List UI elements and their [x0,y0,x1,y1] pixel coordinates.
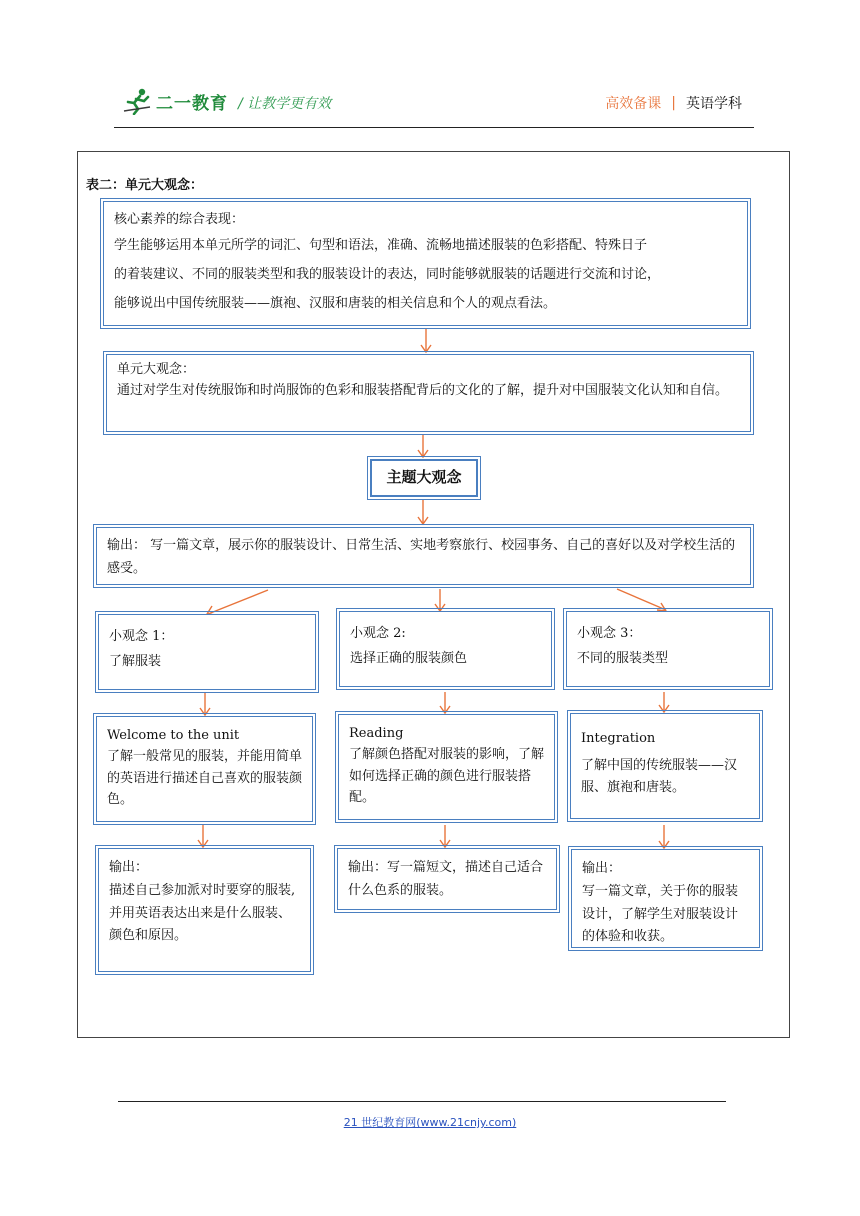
footer-divider [118,1101,726,1102]
logo-text: 二一教育 [156,93,228,114]
table-title: 表二：单元大观念： [86,178,204,193]
sub-concept-title: 小观念 3： [577,626,642,641]
subject-label: 英语学科 [686,96,742,112]
lesson-text: 了解中国的传统服装——汉服、旗袍和唐装。 [581,758,738,795]
sub-concept-text: 了解服装 [109,653,162,669]
unit-output-text: 输出： 写一篇文章，展示你的服装设计、日常生活、实地考察旅行、校园事务、自己的喜好以及对学校生活的感受。 [107,538,736,576]
core-literacy-line-3: 能够说出中国传统服装——旗袍、汉服和唐装的相关信息和个人的观点看法。 [114,296,557,311]
output-title: 输出： [109,860,149,875]
output-box-3 [571,849,760,948]
sub-concept-title: 小观念 2: [350,626,406,641]
runner-logo-icon [122,87,154,115]
output-box-2 [337,848,557,910]
sub-concept-3 [566,611,770,687]
core-literacy-line-1: 学生能够运用本单元所学的词汇、句型和语法，准确、流畅地描述服装的色彩搭配、特殊日子 [114,238,648,253]
output-title: 输出： [582,861,622,876]
footer-link[interactable]: 21 世纪教育网(www.21cnjy.com) [343,1116,517,1129]
theme-concept-label: 主题大观念 [386,468,462,487]
sub-concept-title: 小观念 1： [109,629,174,644]
core-literacy-box [103,201,748,326]
unit-concept-text: 通过对学生对传统服饰和时尚服饰的色彩和服装搭配背后的文化的了解，提升对中国服装文化认知和自信。 [117,382,729,398]
lesson-title: Integration [581,731,656,746]
core-literacy-title: 核心素养的综合表现： [114,212,245,227]
slogan: / 让教学更有效 [238,96,332,112]
site-logo[interactable] [122,86,228,116]
output-text: 输出：写一篇短文，描述自己适合什么色系的服装。 [348,860,544,898]
lesson-box-3 [570,713,760,819]
lesson-box-1 [96,716,313,822]
lesson-box-2 [338,714,555,820]
sub-concept-text: 不同的服装类型 [577,650,669,666]
header-divider [114,127,754,128]
header-separator: | [671,95,676,111]
sub-concept-1 [98,614,316,690]
output-box-1 [98,848,311,972]
sub-concept-text: 选择正确的服装颜色 [350,650,468,666]
sub-concept-2 [339,611,552,687]
output-text: 写一篇文章，关于你的服装设计，了解学生对服装设计的体验和收获。 [582,883,739,945]
unit-concept-title: 单元大观念： [117,362,196,377]
unit-concept-box [106,354,751,432]
output-text: 描述自己参加派对时要穿的服装,并用英语表达出来是什么服装、颜色和原因。 [109,882,296,944]
lesson-text: 了解颜色搭配对服装的影响，了解如何选择正确的颜色进行服装搭配。 [349,747,545,806]
lesson-title: Welcome to the unit [107,728,240,743]
unit-output-box [96,527,751,585]
header-right [605,93,742,113]
lesson-text: 了解一般常见的服装，并能用简单的英语进行描述自己喜欢的服装颜色。 [107,749,303,808]
lesson-title: Reading [349,726,404,741]
core-literacy-line-2: 的着装建议、不同的服装类型和我的服装设计的表达，同时能够就服装的话题进行交流和讨论， [114,267,661,282]
theme-concept-box [370,459,478,497]
efficient-prep-label: 高效备课 [605,96,662,112]
